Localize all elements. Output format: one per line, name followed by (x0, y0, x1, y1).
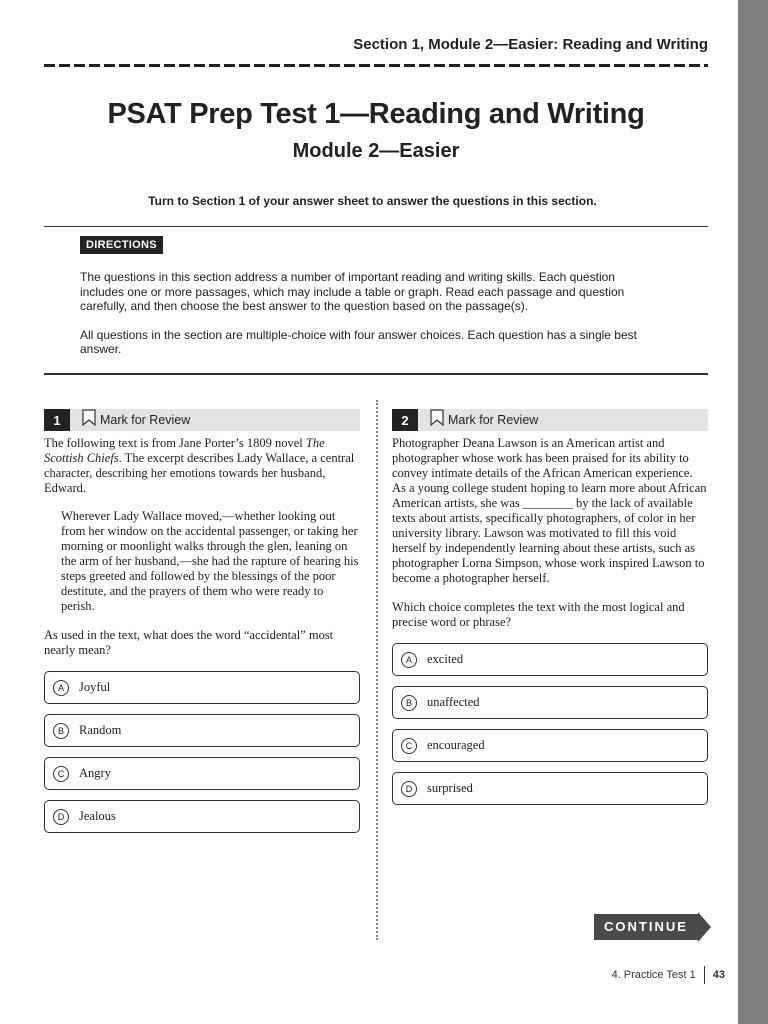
passage-quote: Wherever Lady Wallace moved,—whether looking out from her window on the accidental passenger, or taking her morning or moonlight walks through the glen, leaning on the arm of her husband,—she had the rapture of hearing his steps greeted and followed by the blessings of the poor destitute, and the prayers of them who were ready to perish. (61, 509, 359, 613)
section-rule (44, 373, 708, 375)
choice-letter-badge: B (401, 695, 417, 711)
answer-choice-b[interactable] (44, 714, 360, 747)
blank: ________ (522, 496, 573, 510)
top-rule (44, 226, 708, 227)
choice-letter-badge: C (53, 766, 69, 782)
bookmark-icon[interactable] (82, 409, 96, 431)
answer-choices (44, 671, 360, 833)
footer-separator (704, 966, 705, 984)
mark-for-review[interactable]: Mark for Review (448, 413, 539, 427)
directions-text (80, 270, 640, 371)
directions-paragraph: All questions in the section are multiple-choice with four answer choices. Each question has a single best answer. (80, 327, 637, 357)
choice-letter-badge: D (53, 809, 69, 825)
choice-text: Jealous (79, 809, 116, 823)
answer-choice-b[interactable] (392, 686, 708, 719)
page-number: 43 (712, 969, 725, 981)
page-subtitle: Module 2—Easier (292, 140, 460, 162)
dashed-rule (44, 64, 708, 67)
bookmark-icon[interactable] (430, 409, 444, 431)
answer-sheet-instruction: Turn to Section 1 of your answer sheet to answer the questions in this section. (148, 194, 597, 208)
question-intro: The following text is from Jane Porter’s 1809 novel The Scottish Chiefs. The excerpt describes Lady Wallace, a central character, describing her emotions towards her husband, Edward. (44, 436, 355, 495)
answer-choice-d[interactable] (392, 772, 708, 805)
choice-letter-badge: C (401, 738, 417, 754)
question-1 (44, 409, 360, 843)
answer-choice-c[interactable] (392, 729, 708, 762)
directions-label: DIRECTIONS (80, 236, 163, 254)
question-number: 1 (44, 409, 70, 431)
question-text: As used in the text, what does the word “accidental” most nearly mean? (44, 628, 334, 657)
question-2 (392, 409, 708, 815)
choice-text: surprised (427, 781, 473, 795)
page-title: PSAT Prep Test 1—Reading and Writing (107, 98, 645, 130)
answer-choice-d[interactable] (44, 800, 360, 833)
answer-choice-a[interactable] (44, 671, 360, 704)
passage-text: Photographer Deana Lawson is an American artist and photographer whose work has been praised for its ability to convey intimate details of the African American experience. As a young college student hoping to learn more about African American artists, she was ________ by the lack of available texts about artists, specifically photographers, of color in her university library. Lawson was motivated to fill this void herself by independently learning about these artists, such as photographer Lorna Simpson, whose work inspired Lawson to become a photographer herself. (392, 436, 707, 585)
choice-text: unaffected (427, 695, 480, 709)
choice-letter-badge: D (401, 781, 417, 797)
mark-for-review[interactable]: Mark for Review (100, 413, 191, 427)
answer-choices (392, 643, 708, 805)
running-head: Section 1, Module 2—Easier: Reading and Writing (353, 36, 708, 53)
choice-text: encouraged (427, 738, 485, 752)
question-header (44, 409, 360, 431)
answer-choice-a[interactable] (392, 643, 708, 676)
column-divider (376, 400, 378, 940)
choice-text: Joyful (79, 680, 111, 694)
page-footer (612, 966, 725, 984)
choice-letter-badge: A (401, 652, 417, 668)
question-header (392, 409, 708, 431)
directions-paragraph: The questions in this section address a number of important reading and writing skills. Each question includes one or more passages, which may include a table or graph. Read each passage and question carefully, and then choose the best answer to the question based on the passage(s). (80, 270, 625, 314)
choice-letter-badge: B (53, 723, 69, 739)
question-text: Which choice completes the text with the most logical and precise word or phrase? (392, 600, 685, 629)
choice-text: Random (79, 723, 122, 737)
footer-chapter: 4. Practice Test 1 (611, 969, 696, 981)
continue-button[interactable] (594, 912, 712, 942)
continue-label: CONTINUE (604, 918, 688, 934)
question-number: 2 (392, 409, 418, 431)
choice-text: Angry (79, 766, 111, 780)
answer-choice-c[interactable] (44, 757, 360, 790)
choice-text: excited (427, 652, 464, 666)
choice-letter-badge: A (53, 680, 69, 696)
novel-title: The Scottish Chiefs (44, 436, 325, 465)
